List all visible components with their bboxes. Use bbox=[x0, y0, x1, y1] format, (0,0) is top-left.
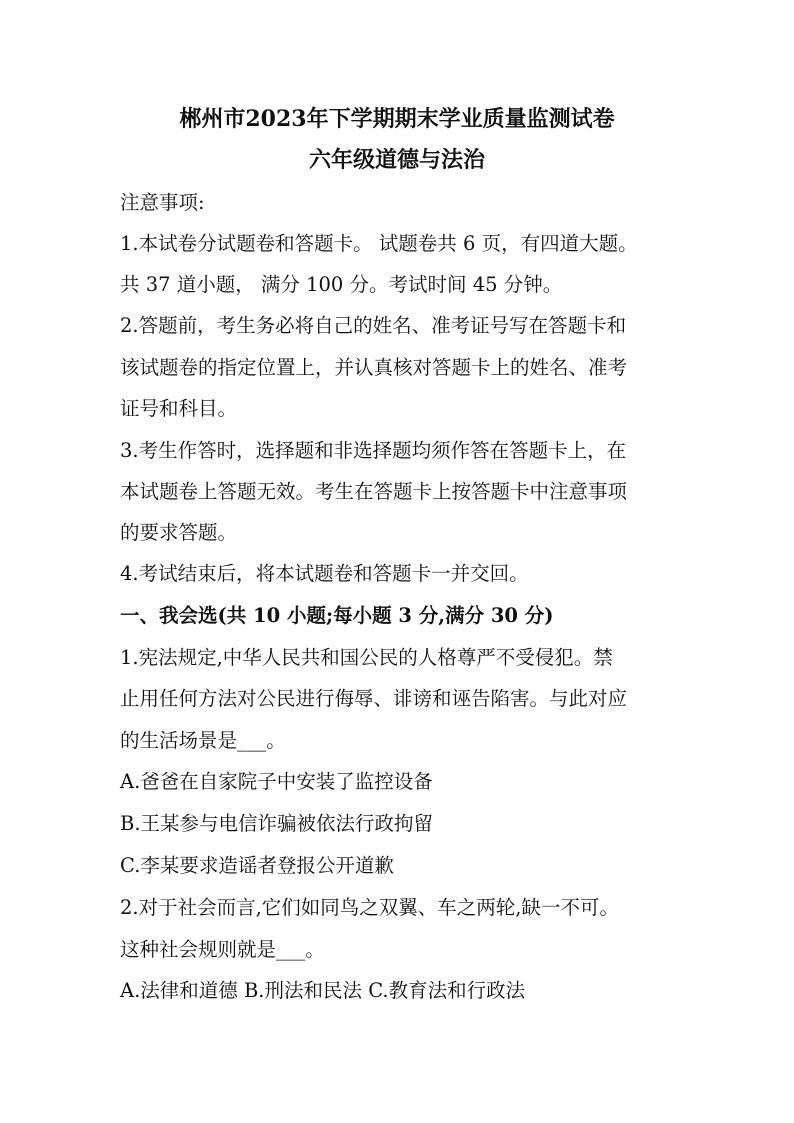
notes-line-7: 本试题卷上答题无效。考生在答题卡上按答题卡中注意事项 bbox=[120, 480, 628, 503]
question-2-options: A.法律和道德 B.刑法和民法 C.教育法和行政法 bbox=[120, 979, 526, 1002]
question-1-option-b: B.王某参与电信诈骗被依法行政拘留 bbox=[120, 812, 434, 835]
notes-line-6: 3.考生作答时，选择题和非选择题均须作答在答题卡上，在 bbox=[120, 439, 627, 462]
question-1-line-3: 的生活场景是___。 bbox=[120, 729, 286, 752]
notes-line-4: 该试题卷的指定位置上，并认真核对答题卡上的姓名、准考 bbox=[120, 356, 628, 379]
exam-subtitle: 六年级道德与法治 bbox=[308, 147, 485, 173]
notes-line-8: 的要求答题。 bbox=[120, 521, 238, 544]
notes-line-9: 4.考试结束后，将本试题卷和答题卡一并交回。 bbox=[120, 562, 529, 585]
section-heading: 一、我会选(共 10 小题;每小题 3 分,满分 30 分) bbox=[120, 604, 554, 627]
notes-line-5: 证号和科目。 bbox=[120, 397, 238, 420]
question-1-option-c: C.李某要求造谣者登报公开道歉 bbox=[120, 854, 394, 877]
notes-heading: 注意事项: bbox=[120, 191, 205, 214]
question-1-line-2: 止用任何方法对公民进行侮辱、诽谤和诬告陷害。与此对应 bbox=[120, 687, 628, 710]
exam-title: 郴州市2023年下学期期末学业质量监测试卷 bbox=[179, 106, 615, 132]
notes-line-2: 共 37 道小题， 满分 100 分。考试时间 45 分钟。 bbox=[120, 273, 563, 296]
notes-line-1: 1.本试卷分试题卷和答题卡。 试题卷共 6 页，有四道大题。 bbox=[120, 232, 638, 255]
question-2-line-2: 这种社会规则就是___。 bbox=[120, 938, 325, 961]
notes-line-3: 2.答题前，考生务必将自己的姓名、准考证号写在答题卡和 bbox=[120, 314, 627, 337]
question-2-line-1: 2.对于社会而言,它们如同鸟之双翼、车之两轮,缺一不可。 bbox=[120, 896, 620, 919]
question-1-option-a: A.爸爸在自家院子中安装了监控设备 bbox=[120, 770, 433, 793]
question-1-line-1: 1.宪法规定,中华人民共和国公民的人格尊严不受侵犯。禁 bbox=[120, 646, 613, 669]
